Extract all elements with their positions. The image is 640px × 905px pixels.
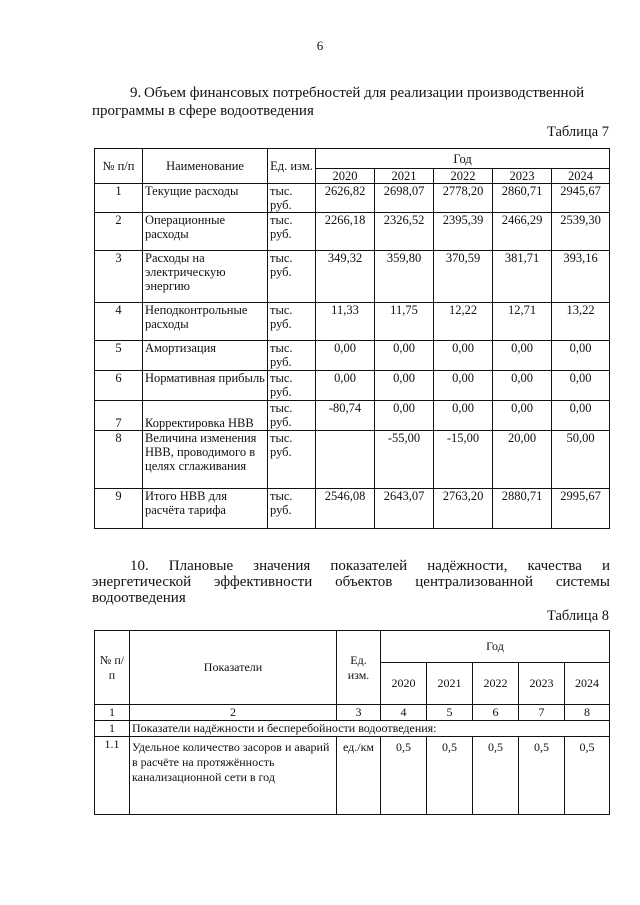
section-9-heading [92, 84, 612, 120]
t8-cell: 0,5 [519, 737, 565, 815]
t7-cell: 2945,67 [552, 184, 610, 213]
t8-col-number: 8 [565, 705, 610, 721]
t7-cell: -80,74 [316, 401, 375, 431]
t7-row-num: 6 [95, 371, 143, 401]
t7-cell: 2763,20 [434, 489, 493, 529]
t7-row-name: Операционные расходы [143, 213, 268, 251]
t7-row-num: 9 [95, 489, 143, 529]
t7-cell: 381,71 [493, 251, 552, 303]
t7-cell: 2626,82 [316, 184, 375, 213]
t7-cell: 0,00 [493, 371, 552, 401]
t7-cell: 393,16 [552, 251, 610, 303]
t7-cell: 2326,52 [375, 213, 434, 251]
t7-row-name: Текущие расходы [143, 184, 268, 213]
t7-row-unit: тыс. руб. [268, 303, 316, 341]
t7-row-7 [95, 401, 610, 431]
t8-col-number: 4 [381, 705, 427, 721]
t7-cell: 0,00 [434, 371, 493, 401]
t8-cell: 0,5 [427, 737, 473, 815]
t7-cell: 11,75 [375, 303, 434, 341]
t7-cell [316, 431, 375, 489]
t8-group-row [95, 721, 610, 737]
t7-cell: 2995,67 [552, 489, 610, 529]
t7-cell: 370,59 [434, 251, 493, 303]
t7-row-unit: тыс. руб. [268, 184, 316, 213]
t7-header-unit: Ед. изм. [268, 149, 316, 184]
t7-row-name: Величина изменения НВВ, проводимого в целях сглаживания [143, 431, 268, 489]
t7-cell: 0,00 [375, 341, 434, 371]
section-9-number: 9. [130, 85, 142, 101]
t7-cell: 2880,71 [493, 489, 552, 529]
table-8-caption: Таблица 8 [546, 608, 609, 624]
section-10-line1: 10. Плановые значения показателей надёжности, качества и [130, 558, 610, 574]
section-10-line2: энергетической эффективности объектов централизованной системы [92, 574, 610, 590]
t7-cell: 0,00 [316, 341, 375, 371]
t7-row-name: Нормативная прибыль [143, 371, 268, 401]
t8-year-2020: 2020 [381, 663, 427, 705]
t7-cell: 0,00 [375, 401, 434, 431]
t8-year-2021: 2021 [427, 663, 473, 705]
t7-cell: 349,32 [316, 251, 375, 303]
table-7-caption: Таблица 7 [546, 124, 609, 140]
t7-cell: 0,00 [375, 371, 434, 401]
t7-cell: 12,22 [434, 303, 493, 341]
t8-row-unit: ед./км [337, 737, 381, 815]
t7-cell: 20,00 [493, 431, 552, 489]
t8-col-number: 6 [473, 705, 519, 721]
t7-cell: 2539,30 [552, 213, 610, 251]
t7-cell: 2643,07 [375, 489, 434, 529]
t8-group-num: 1 [95, 721, 130, 737]
t7-row-unit: тыс. руб. [268, 489, 316, 529]
t7-cell: 0,00 [493, 401, 552, 431]
t7-cell: 50,00 [552, 431, 610, 489]
t7-row-num: 2 [95, 213, 143, 251]
t7-row-3 [95, 251, 610, 303]
t7-row-name: Корректировка НВВ [143, 401, 268, 431]
t7-row-9 [95, 489, 610, 529]
t7-cell: 0,00 [316, 371, 375, 401]
t7-row-num: 3 [95, 251, 143, 303]
t8-col-number: 1 [95, 705, 130, 721]
t7-header-num: № п/п [95, 149, 143, 184]
t8-row-1-1 [95, 737, 610, 815]
t7-row-1 [95, 184, 610, 213]
t7-row-unit: тыс. руб. [268, 213, 316, 251]
t7-row-unit: тыс. руб. [268, 431, 316, 489]
t8-row-name: Удельное количество засоров и аварий в расчёте на протяжённость канализационной сети в год [130, 737, 337, 815]
t7-cell: 12,71 [493, 303, 552, 341]
t7-cell: 2266,18 [316, 213, 375, 251]
t8-group-text: Показатели надёжности и бесперебойности водоотведения: [130, 721, 610, 737]
t7-cell: 359,80 [375, 251, 434, 303]
t7-cell: 2546,08 [316, 489, 375, 529]
t7-cell: 0,00 [552, 341, 610, 371]
table-7 [94, 148, 610, 529]
t7-cell: -55,00 [375, 431, 434, 489]
t8-header-unit: Ед. изм. [337, 631, 381, 705]
section-10-line3: водоотведения [92, 590, 186, 606]
t8-cell: 0,5 [565, 737, 610, 815]
t7-year-2022: 2022 [434, 169, 493, 184]
t7-cell: 2466,29 [493, 213, 552, 251]
t8-row-num: 1.1 [95, 737, 130, 815]
t8-col-number: 3 [337, 705, 381, 721]
table-8 [94, 630, 610, 815]
t7-row-6 [95, 371, 610, 401]
t8-col-number: 7 [519, 705, 565, 721]
t7-row-unit: тыс. руб. [268, 341, 316, 371]
t7-cell: 0,00 [552, 371, 610, 401]
section-9-title-line2: программы в сфере водоотведения [92, 103, 314, 119]
t7-cell: 0,00 [552, 401, 610, 431]
t7-row-5 [95, 341, 610, 371]
section-10-heading [92, 558, 610, 606]
t7-cell: -15,00 [434, 431, 493, 489]
t7-row-num: 1 [95, 184, 143, 213]
t7-cell: 2698,07 [375, 184, 434, 213]
t8-column-numbers-row [95, 705, 610, 721]
t7-row-4 [95, 303, 610, 341]
t7-year-2024: 2024 [552, 169, 610, 184]
t8-col-number: 2 [130, 705, 337, 721]
t7-row-name: Итого НВВ для расчёта тарифа [143, 489, 268, 529]
t7-cell: 11,33 [316, 303, 375, 341]
section-9-title-line1: Объем финансовых потребностей для реализации производственной [144, 85, 585, 101]
t7-cell: 2860,71 [493, 184, 552, 213]
t8-cell: 0,5 [473, 737, 519, 815]
t8-year-2024: 2024 [565, 663, 610, 705]
t7-row-8 [95, 431, 610, 489]
t7-year-2020: 2020 [316, 169, 375, 184]
t7-row-name: Амортизация [143, 341, 268, 371]
t7-row-num: 8 [95, 431, 143, 489]
t7-cell: 13,22 [552, 303, 610, 341]
t8-year-2022: 2022 [473, 663, 519, 705]
t7-row-num: 5 [95, 341, 143, 371]
t8-cell: 0,5 [381, 737, 427, 815]
t7-row-2 [95, 213, 610, 251]
t7-row-unit: тыс. руб. [268, 401, 316, 431]
t7-cell: 0,00 [493, 341, 552, 371]
t7-row-name: Расходы на электрическую энергию [143, 251, 268, 303]
t7-header-name: Наименование [143, 149, 268, 184]
t7-row-num: 4 [95, 303, 143, 341]
t7-year-2023: 2023 [493, 169, 552, 184]
t7-cell: 2778,20 [434, 184, 493, 213]
t8-header-num: № п/п [95, 631, 130, 705]
t8-year-2023: 2023 [519, 663, 565, 705]
t7-year-2021: 2021 [375, 169, 434, 184]
t7-row-name: Неподконтрольные расходы [143, 303, 268, 341]
t8-header-year: Год [381, 631, 610, 663]
t7-row-unit: тыс. руб. [268, 371, 316, 401]
t8-header-name: Показатели [130, 631, 337, 705]
t8-col-number: 5 [427, 705, 473, 721]
t7-header-year: Год [316, 149, 610, 169]
t7-cell: 0,00 [434, 341, 493, 371]
t7-cell: 0,00 [434, 401, 493, 431]
t7-row-num: 7 [95, 401, 143, 431]
t7-cell: 2395,39 [434, 213, 493, 251]
page-number: 6 [316, 38, 324, 53]
t7-row-unit: тыс. руб. [268, 251, 316, 303]
